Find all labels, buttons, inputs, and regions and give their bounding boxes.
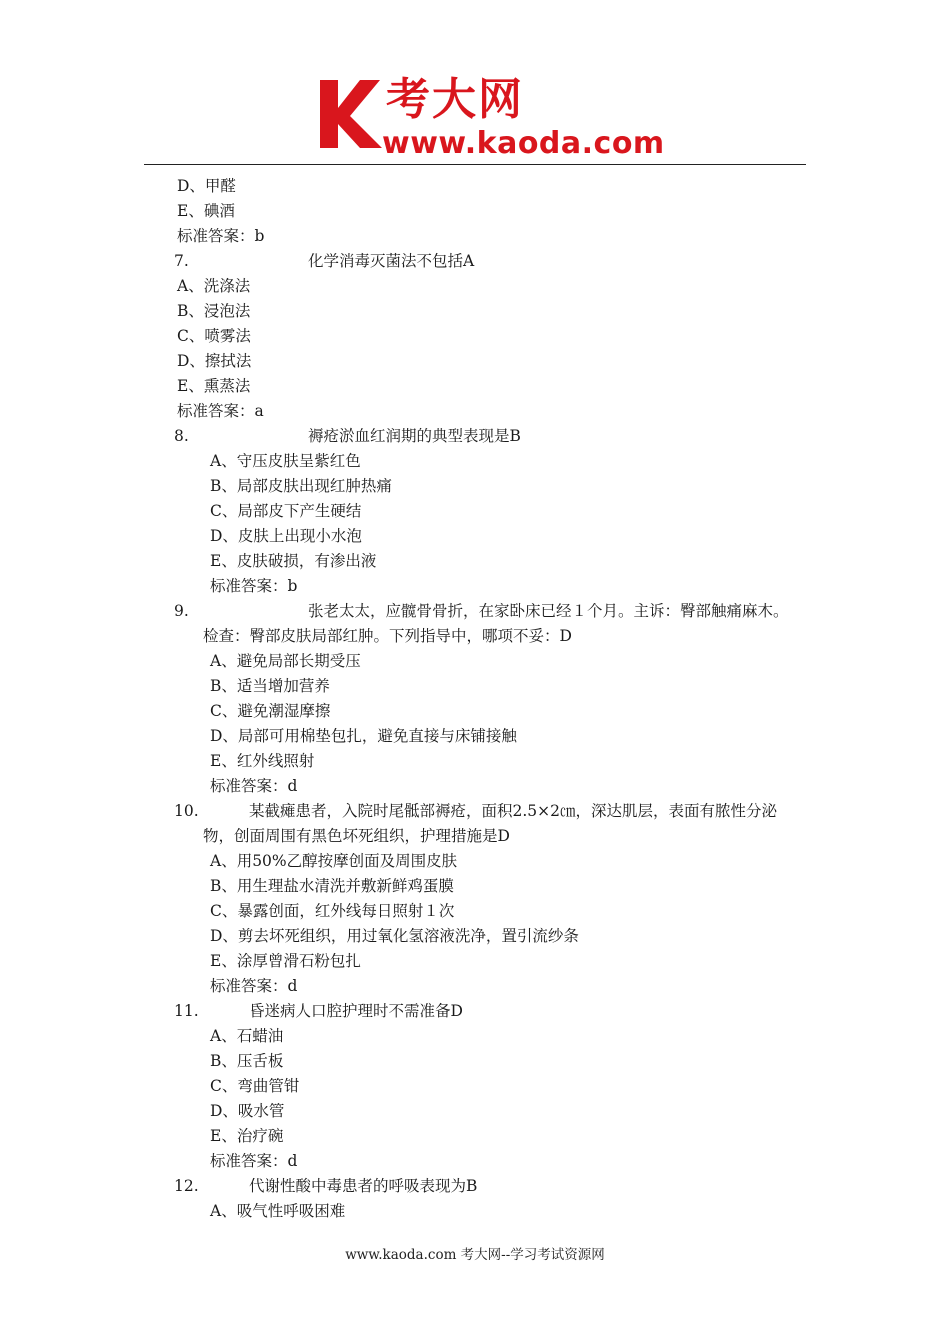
- option-line: C、弯曲管钳: [210, 1077, 300, 1095]
- option-line: B、浸泡法: [177, 302, 251, 320]
- question-text: 褥疮淤血红润期的典型表现是B: [308, 427, 521, 445]
- option-line: E、红外线照射: [210, 752, 315, 770]
- option-line: E、熏蒸法: [177, 377, 251, 395]
- logo-url: www.kaoda.com: [382, 126, 665, 161]
- question-text-continued: 物，创面周围有黑色坏死组织，护理措施是D: [203, 827, 510, 845]
- question-number: 12.: [174, 1177, 199, 1195]
- option-line: D、局部可用棉垫包扎，避免直接与床铺接触: [210, 727, 517, 745]
- answer-line: 标准答案：d: [210, 1152, 298, 1170]
- option-line: B、适当增加营养: [210, 677, 330, 695]
- kaoda-k-logo-icon: [316, 78, 386, 150]
- option-line: D、甲醛: [177, 177, 236, 195]
- answer-line: 标准答案：b: [210, 577, 298, 595]
- page-footer: www.kaoda.com 考大网--学习考试资源网: [345, 1247, 605, 1263]
- option-line: C、暴露创面，红外线每日照射１次: [210, 902, 455, 920]
- answer-line: 标准答案：a: [177, 402, 264, 420]
- option-line: D、皮肤上出现小水泡: [210, 527, 362, 545]
- option-line: B、用生理盐水清洗并敷新鲜鸡蛋膜: [210, 877, 454, 895]
- option-line: B、压舌板: [210, 1052, 284, 1070]
- option-line: A、石蜡油: [210, 1027, 284, 1045]
- option-line: A、守压皮肤呈紫红色: [210, 452, 361, 470]
- question-number: 10.: [174, 802, 199, 820]
- option-line: A、吸气性呼吸困难: [210, 1202, 346, 1220]
- header-divider: [144, 164, 806, 165]
- page-header: [0, 0, 950, 170]
- option-line: A、避免局部长期受压: [210, 652, 361, 670]
- option-line: D、剪去坏死组织，用过氧化氢溶液洗净，置引流纱条: [210, 927, 579, 945]
- question-text-continued: 检查：臀部皮肤局部红肿。下列指导中，哪项不妥：D: [203, 627, 572, 645]
- question-text: 化学消毒灭菌法不包括A: [308, 252, 475, 270]
- question-text: 某截瘫患者，入院时尾骶部褥疮，面积2.5×2㎝，深达肌层，表面有脓性分泌: [249, 802, 778, 820]
- option-line: A、用50%乙醇按摩创面及周围皮肤: [210, 852, 458, 870]
- option-line: E、涂厚曾滑石粉包扎: [210, 952, 361, 970]
- question-number: 9.: [174, 602, 189, 620]
- answer-line: 标准答案：d: [210, 977, 298, 995]
- option-line: B、局部皮肤出现红肿热痛: [210, 477, 392, 495]
- option-line: C、局部皮下产生硬结: [210, 502, 362, 520]
- question-text: 代谢性酸中毒患者的呼吸表现为B: [249, 1177, 478, 1195]
- option-line: E、治疗碗: [210, 1127, 284, 1145]
- option-line: C、喷雾法: [177, 327, 251, 345]
- option-line: E、碘酒: [177, 202, 235, 220]
- option-line: A、洗涤法: [177, 277, 251, 295]
- answer-line: 标准答案：b: [177, 227, 265, 245]
- answer-line: 标准答案：d: [210, 777, 298, 795]
- question-text: 张老太太，应髋骨骨折，在家卧床已经１个月。主诉：臀部触痛麻木。: [308, 602, 789, 620]
- logo-title: 考大网: [386, 74, 524, 125]
- option-line: C、避免潮湿摩擦: [210, 702, 331, 720]
- option-line: E、皮肤破损，有渗出液: [210, 552, 377, 570]
- question-number: 11.: [174, 1002, 199, 1020]
- question-text: 昏迷病人口腔护理时不需准备D: [249, 1002, 463, 1020]
- option-line: D、擦拭法: [177, 352, 252, 370]
- question-number: 7.: [174, 252, 189, 270]
- question-number: 8.: [174, 427, 189, 445]
- option-line: D、吸水管: [210, 1102, 285, 1120]
